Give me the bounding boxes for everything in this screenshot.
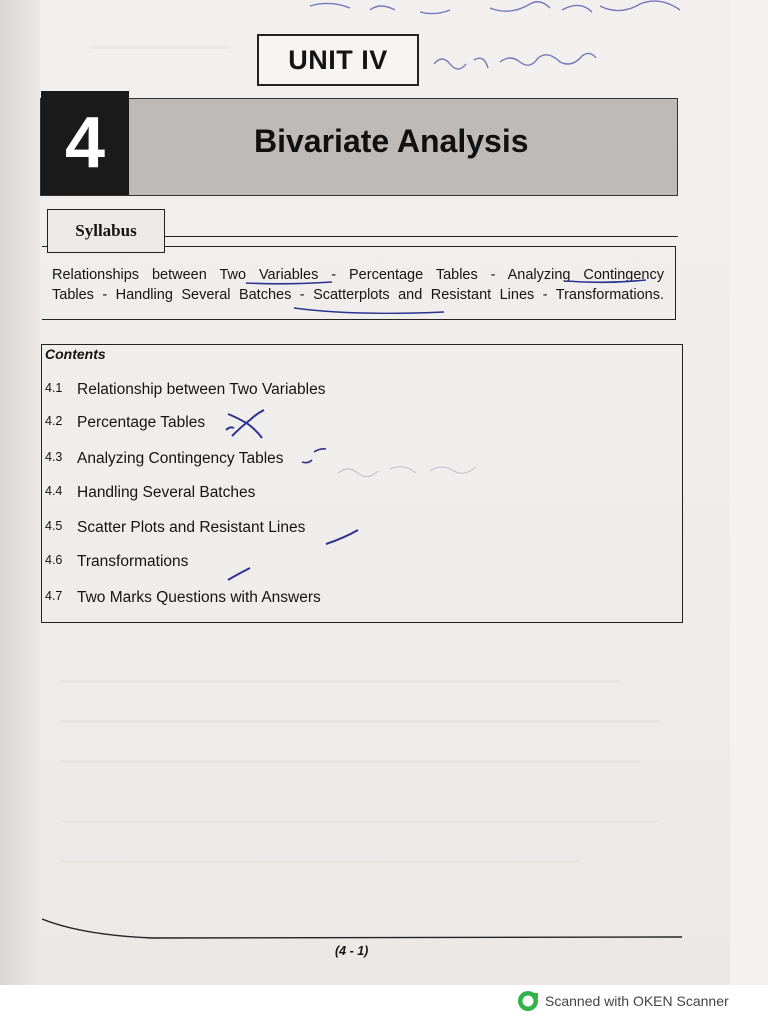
contents-heading: Contents bbox=[45, 346, 106, 362]
bleed-through-mark bbox=[60, 720, 660, 723]
scanner-label: Scanned with OKEN Scanner bbox=[545, 993, 729, 1009]
bleed-through-mark bbox=[60, 680, 620, 683]
toc-item bbox=[45, 381, 325, 399]
handwritten-scribble bbox=[428, 46, 618, 80]
syllabus-line: Relationships between Two Variables - Percentage Tables - Analyzing Contingency bbox=[52, 267, 664, 283]
page-number: (4 - 1) bbox=[335, 944, 369, 958]
cross-mark-icon bbox=[222, 408, 266, 442]
page-edge-shadow bbox=[0, 0, 40, 985]
syllabus-tab: Syllabus bbox=[47, 209, 165, 253]
toc-title: Percentage Tables bbox=[77, 414, 206, 431]
toc-number: 4.4 bbox=[45, 484, 63, 498]
scanner-badge bbox=[517, 990, 729, 1012]
scanner-logo-icon bbox=[517, 990, 539, 1012]
toc-title: Two Marks Questions with Answers bbox=[77, 589, 321, 606]
chapter-number: 4 bbox=[41, 91, 129, 195]
chapter-title: Bivariate Analysis bbox=[254, 123, 529, 159]
toc-number: 4.5 bbox=[45, 519, 63, 533]
toc-item bbox=[45, 519, 305, 537]
toc-number: 4.7 bbox=[45, 589, 63, 603]
toc-number: 4.3 bbox=[45, 450, 63, 464]
tick-mark-icon bbox=[322, 526, 366, 550]
toc-title: Transformations bbox=[77, 553, 189, 570]
footer-rule bbox=[42, 917, 682, 941]
toc-number: 4.2 bbox=[45, 414, 63, 428]
chapter-banner bbox=[40, 98, 678, 196]
pen-underline bbox=[210, 278, 670, 320]
bleed-through-mark bbox=[90, 46, 230, 49]
toc-title: Analyzing Contingency Tables bbox=[77, 450, 284, 467]
toc-item bbox=[45, 589, 321, 607]
syllabus-rule bbox=[165, 236, 678, 237]
unit-label-box bbox=[257, 34, 419, 86]
toc-number: 4.6 bbox=[45, 553, 63, 567]
toc-title: Scatter Plots and Resistant Lines bbox=[77, 519, 306, 536]
toc-title: Handling Several Batches bbox=[77, 484, 256, 501]
handwritten-scribble bbox=[330, 455, 530, 485]
bleed-through-mark bbox=[60, 820, 660, 823]
toc-number: 4.1 bbox=[45, 381, 63, 395]
tick-mark-icon bbox=[224, 562, 264, 586]
toc-item bbox=[45, 484, 255, 502]
toc-item bbox=[45, 450, 284, 468]
toc-item bbox=[45, 553, 188, 571]
toc-title: Relationship between Two Variables bbox=[77, 381, 326, 398]
toc-item bbox=[45, 414, 205, 432]
syllabus-line: Tables - Handling Several Batches - Scatterplots and Resistant Lines - Transformations. bbox=[52, 287, 664, 303]
bleed-through-mark bbox=[60, 860, 580, 863]
unit-label: UNIT IV bbox=[288, 44, 388, 75]
handwritten-scribble bbox=[300, 0, 720, 36]
bleed-through-mark bbox=[60, 760, 640, 763]
